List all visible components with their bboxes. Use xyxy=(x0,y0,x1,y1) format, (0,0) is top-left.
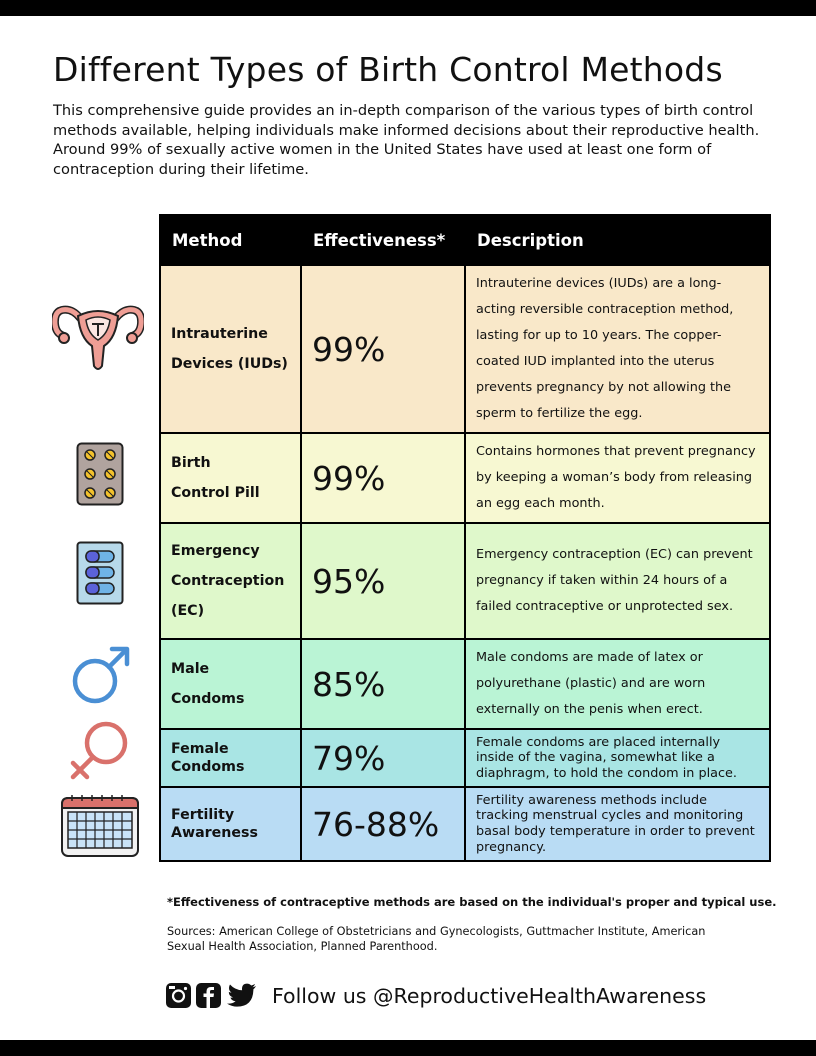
description-cell: Intrauterine devices (IUDs) are a long-acting reversible contraception method, lasting for up to 10 years. The copper-coated IUD implanted into the uterus prevents pregnancy by not allowing the sperm to fertilize the egg. xyxy=(476,276,734,421)
description-cell: Male condoms are made of latex or polyurethane (plastic) and are worn externally on the penis when erect. xyxy=(476,650,706,717)
table-row xyxy=(161,432,769,522)
description-cell: Fertility awareness methods include tracking menstrual cycles and monitoring basal body temperature in order to prevent pregnancy. xyxy=(476,792,755,855)
social-follow xyxy=(166,983,706,1008)
method-cell: Male Condoms xyxy=(161,640,302,728)
table-row xyxy=(161,264,769,432)
method-cell: Emergency Contraception (EC) xyxy=(161,524,302,638)
header-description: Description xyxy=(477,230,584,250)
table-row xyxy=(161,522,769,638)
table-header-row xyxy=(161,216,769,264)
effectiveness-footnote: *Effectiveness of contraceptive methods are based on the individual's proper and typical use. xyxy=(167,895,777,909)
table-row xyxy=(161,786,769,860)
female-symbol-icon xyxy=(66,720,132,782)
effectiveness-cell: 79% xyxy=(302,730,466,786)
facebook-icon[interactable] xyxy=(196,983,221,1008)
top-bar xyxy=(0,0,816,16)
comparison-table xyxy=(159,214,771,862)
bottom-bar xyxy=(0,1040,816,1056)
male-symbol-icon xyxy=(70,645,132,705)
page-title: Different Types of Birth Control Methods xyxy=(53,50,723,89)
pill-pack-icon xyxy=(76,442,124,506)
description-cell: Contains hormones that prevent pregnancy by keeping a woman’s body from releasing an egg each month. xyxy=(476,444,756,511)
method-cell: Fertility Awareness xyxy=(161,788,302,860)
effectiveness-cell: 95% xyxy=(302,524,466,638)
instagram-icon[interactable] xyxy=(166,983,191,1008)
table-row xyxy=(161,638,769,728)
method-cell: Intrauterine Devices (IUDs) xyxy=(161,266,302,432)
effectiveness-cell: 76-88% xyxy=(302,788,466,860)
calendar-icon xyxy=(60,794,140,858)
description-cell: Emergency contraception (EC) can prevent pregnancy if taken within 24 hours of a failed contraceptive or unprotected sex. xyxy=(476,547,753,614)
method-cell: Female Condoms xyxy=(161,730,302,786)
twitter-icon[interactable] xyxy=(226,983,257,1008)
sources-text: Sources: American College of Obstetricians and Gynecologists, Guttmacher Institute, American Sexual Health Association, Planned Parenthood. xyxy=(167,925,706,953)
effectiveness-cell: 99% xyxy=(302,434,466,522)
effectiveness-cell: 85% xyxy=(302,640,466,728)
uterus-iud-icon xyxy=(52,302,144,372)
intro-paragraph: This comprehensive guide provides an in-depth comparison of the various types of birth control methods available, helping individuals make informed decisions about their reproductive health. Around 99% of sexually active women in the United States have used at least one form of contraception during their lifetime. xyxy=(53,102,760,178)
header-effectiveness: Effectiveness* xyxy=(313,230,446,250)
description-cell: Female condoms are placed internally inside of the vagina, somewhat like a diaphragm, to hold the condom in place. xyxy=(476,734,737,781)
table-row xyxy=(161,728,769,786)
header-method: Method xyxy=(172,230,243,250)
emergency-pill-icon xyxy=(76,541,124,605)
method-cell: Birth Control Pill xyxy=(161,434,302,522)
follow-us-text[interactable]: Follow us @ReproductiveHealthAwareness xyxy=(272,983,707,1008)
effectiveness-cell: 99% xyxy=(302,266,466,432)
